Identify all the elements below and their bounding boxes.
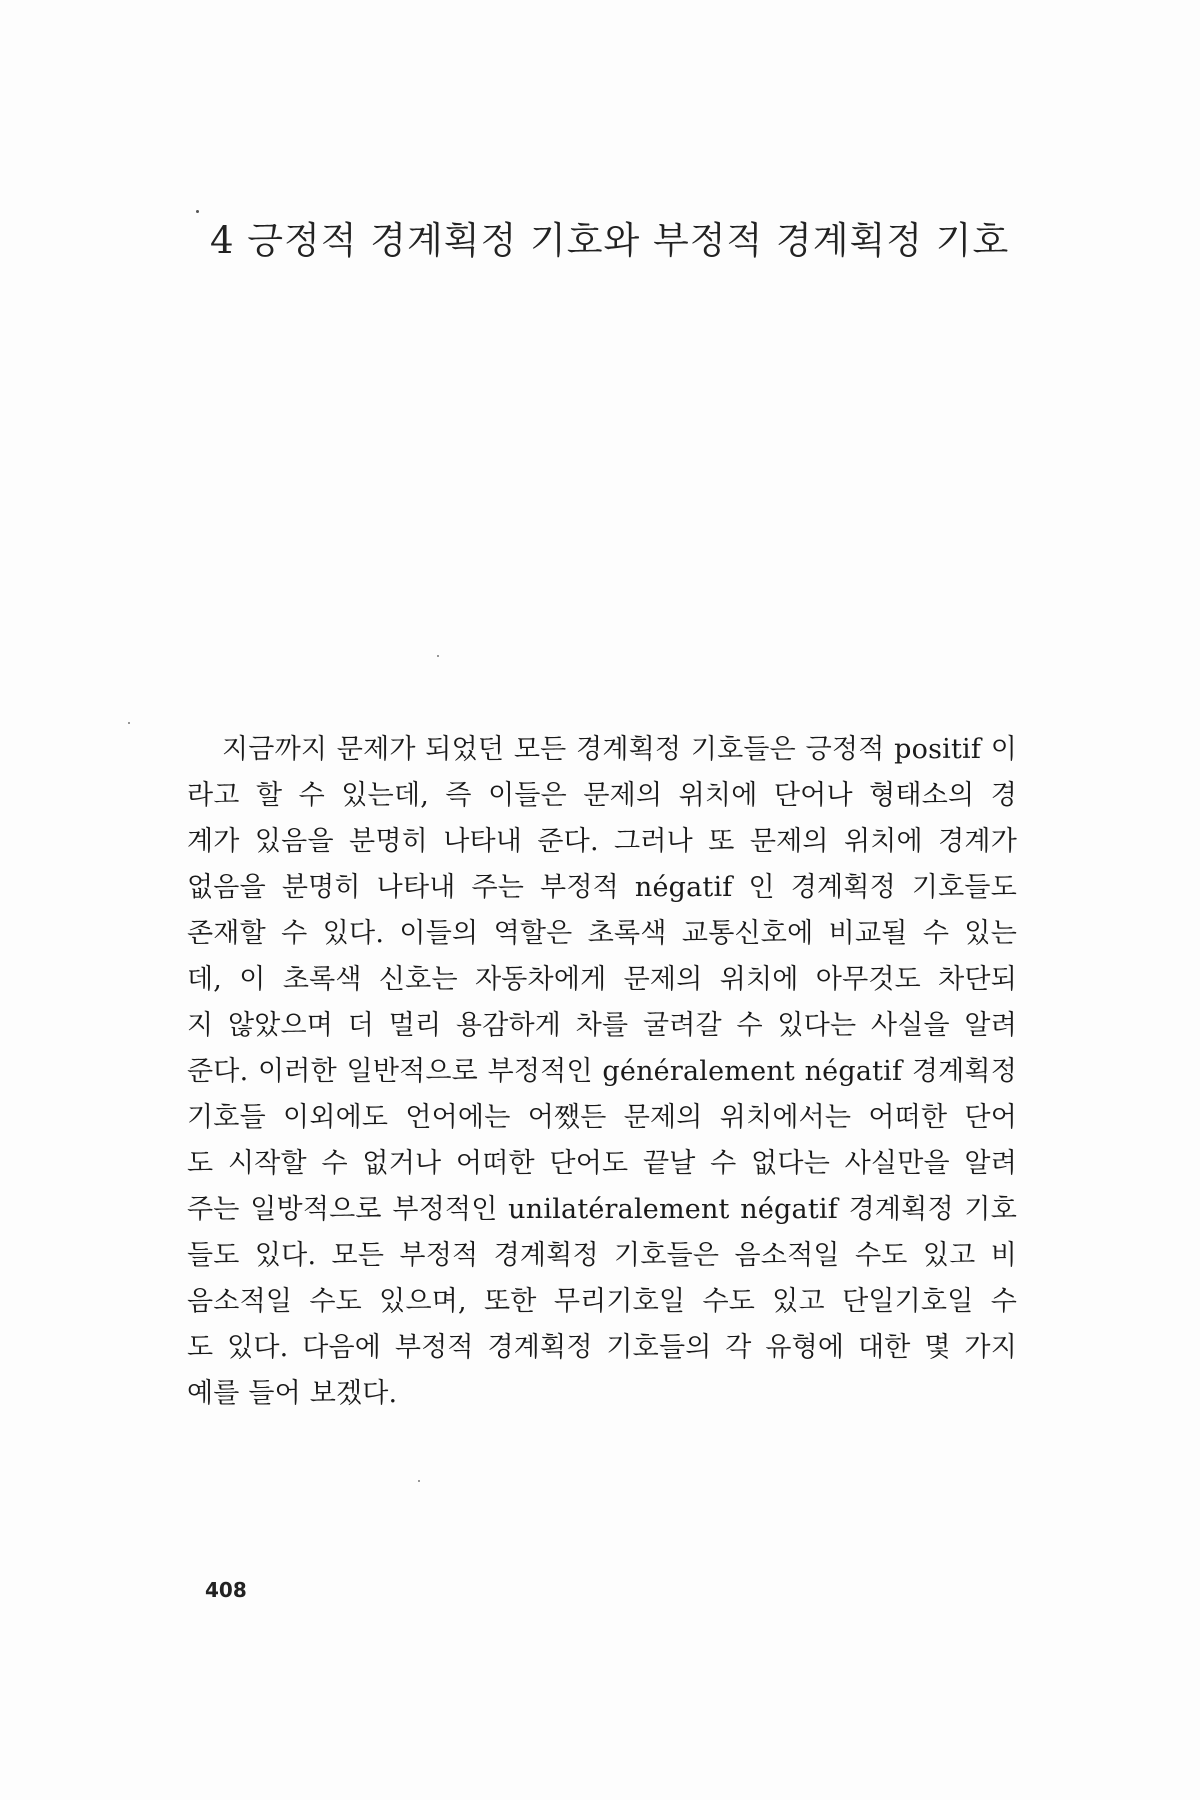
paragraph-line: 계가 있음을 분명히 나타내 준다. 그러나 또 문제의 위치에 경계가 <box>187 826 1017 857</box>
print-speck <box>196 210 199 213</box>
paragraph-line: 도 시작할 수 없거나 어떠한 단어도 끝날 수 없다는 사실만을 알려 <box>187 1148 1017 1179</box>
paragraph-line: 없음을 분명히 나타내 주는 부정적 négatif 인 경계획정 기호들도 <box>187 872 1017 903</box>
paragraph-line: 들도 있다. 모든 부정적 경계획정 기호들은 음소적일 수도 있고 비 <box>187 1240 1017 1271</box>
paragraph-line: 지금까지 문제가 되었던 모든 경계획정 기호들은 긍정적 positif 이 <box>222 734 1017 765</box>
section-heading: 4 긍정적 경계획정 기호와 부정적 경계획정 기호 <box>210 219 1010 262</box>
paragraph-line: 존재할 수 있다. 이들의 역할은 초록색 교통신호에 비교될 수 있는 <box>187 918 1017 949</box>
paragraph-line: 기호들 이외에도 언어에는 어쨌든 문제의 위치에서는 어떠한 단어 <box>187 1102 1017 1133</box>
paragraph-line: 지 않았으며 더 멀리 용감하게 차를 굴려갈 수 있다는 사실을 알려 <box>187 1010 1017 1041</box>
print-speck <box>418 1480 420 1482</box>
paragraph-line: 준다. 이러한 일반적으로 부정적인 généralement négatif 경계획정 <box>187 1056 1017 1087</box>
paragraph-line: 음소적일 수도 있으며, 또한 무리기호일 수도 있고 단일기호일 수 <box>187 1286 1017 1317</box>
paragraph-line: 라고 할 수 있는데, 즉 이들은 문제의 위치에 단어나 형태소의 경 <box>187 780 1017 811</box>
page-number: 408 <box>205 1578 247 1602</box>
paragraph-line: 예를 들어 보겠다. <box>187 1378 398 1409</box>
print-speck <box>128 722 130 724</box>
print-speck <box>437 655 439 657</box>
paragraph-line: 도 있다. 다음에 부정적 경계획정 기호들의 각 유형에 대한 몇 가지 <box>187 1332 1017 1363</box>
paragraph-line: 데, 이 초록색 신호는 자동차에게 문제의 위치에 아무것도 차단되 <box>187 964 1017 995</box>
paragraph-line: 주는 일방적으로 부정적인 unilatéralement négatif 경계획정 기호 <box>187 1194 1017 1225</box>
body-paragraph <box>187 727 1017 1417</box>
